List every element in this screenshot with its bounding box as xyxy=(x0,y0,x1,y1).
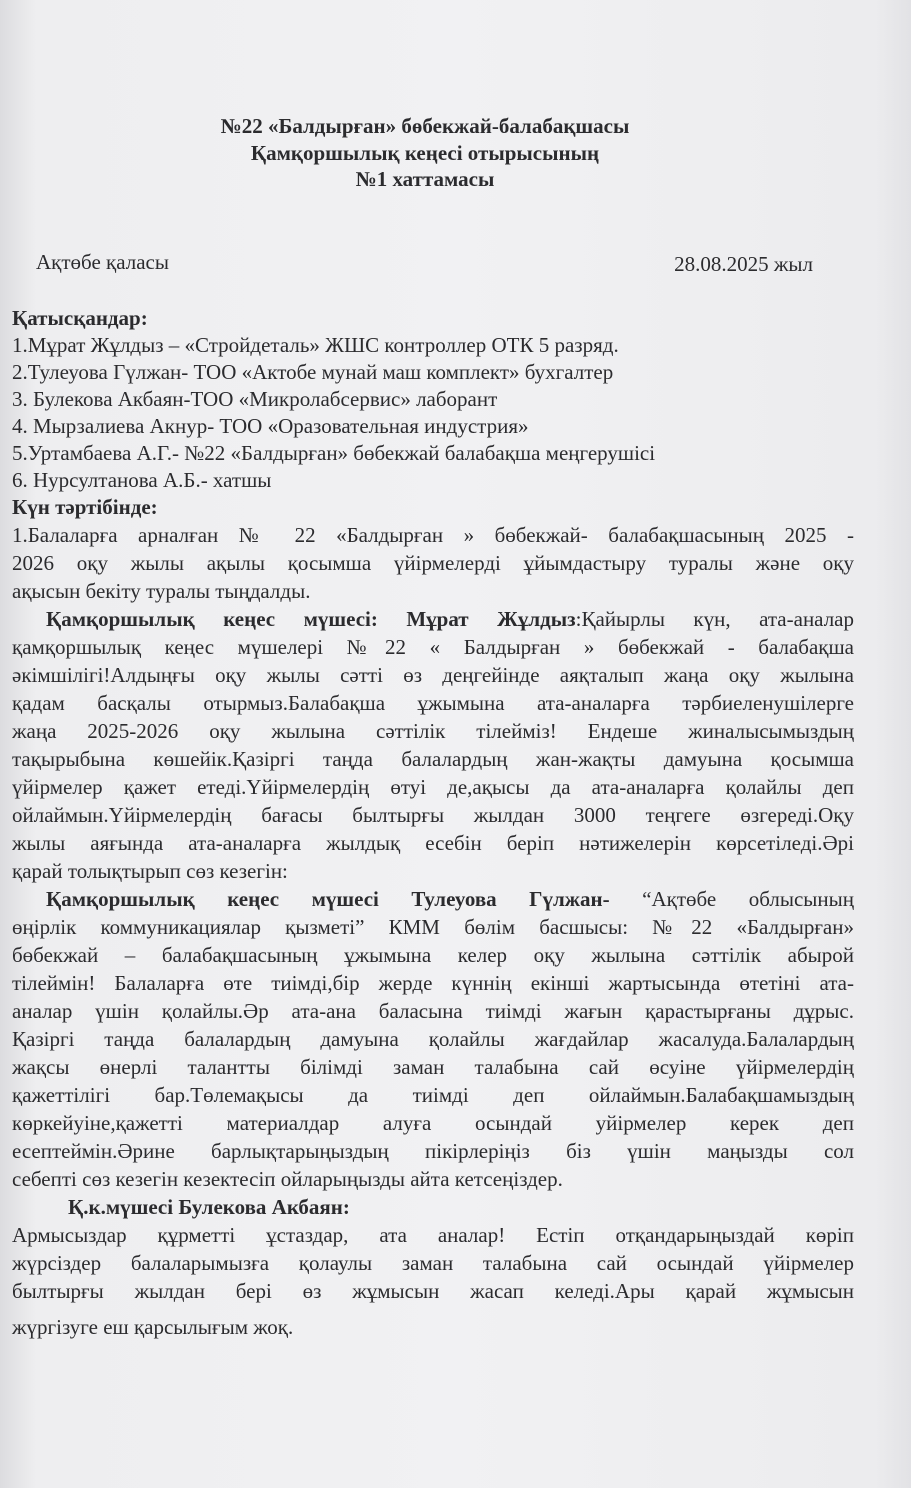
speech-line: жылы аяғында ата-аналарға жылдық есебін беріп нәтижелерін көрсетіледі.Әрі xyxy=(12,831,854,855)
speaker-name: Қамқоршылық кеңес мүшесі: Мұрат Жұлдыз xyxy=(46,607,576,631)
speech-first-line xyxy=(46,886,854,912)
speech-line: есептеймін.Әрине барлықтарыңыздың пікірлеріңіз біз үшін маңызды сол xyxy=(12,1139,854,1163)
speech-line: қамқоршылық кеңес мүшелері №22 « Балдырған » бөбекжай - балабақша xyxy=(12,635,854,659)
participant-item: 4. Мырзалиева Акнур- ТОО «Оразовательная индустрия» xyxy=(12,414,529,438)
speech-line: тақырыбына көшейік.Қазіргі таңда балалардың жан-жақты дамуына қосымша xyxy=(12,747,854,771)
document-title-line-3: №1 хаттамасы xyxy=(355,167,495,191)
speaker-name: Қамқоршылық кеңес мүшесі Тулеуова Гүлжан- xyxy=(46,887,610,911)
speech-line: жүрсіздер балаларымызға қолаулы заман талабына сай осындай үйірмелер xyxy=(12,1251,854,1275)
participant-item: 3. Булекова Акбаян-ТОО «Микролабсервис» лаборант xyxy=(12,387,498,411)
agenda-line: 2026 оқу жылы ақылы қосымша үйірмелерді ұйымдастыру туралы және оқу xyxy=(12,551,854,575)
speech-line: аналар үшін қолайлы.Әр ата-ана баласына тиімді жағын қарастырғаны дұрыс. xyxy=(12,999,854,1023)
speech-line: өңірлік коммуникациялар қызметі” КММ бөлім басшысы: №22 «Балдырған» xyxy=(12,915,854,939)
date: 28.08.2025 жыл xyxy=(674,252,813,276)
agenda-line: ақысын бекіту туралы тыңдалды. xyxy=(12,579,311,603)
speech-line: Қазіргі таңда балалардың дамуына қолайлы жағдайлар жасалуда.Балалардың xyxy=(12,1027,854,1051)
agenda-heading: Күн тәртібінде: xyxy=(12,495,158,519)
speech-line: жүргізуге еш қарсылығым жоқ. xyxy=(12,1315,294,1339)
speech-line: ойлаймын.Үйірмелердің бағасы былтырғы жылдан 3000 теңгеге өзгереді.Оқу xyxy=(12,803,854,827)
speech-line: себепті сөз кезегін кезектесіп ойларыңызды айта кетсеңіздер. xyxy=(12,1167,563,1191)
speech-first-line xyxy=(46,606,854,632)
speech-line: былтырғы жылдан бері өз жұмысын жасап келеді.Ары қарай жұмысын xyxy=(12,1279,854,1303)
speech-line: қарай толықтырып сөз кезегін: xyxy=(12,859,288,883)
speech-line: тілеймін! Балаларға өте тиімді,бір жерде күннің екінші жартысында өтетіні ата- xyxy=(12,971,854,995)
speech-line: әкімшілігі!Алдыңғы оқу жылы сәтті өз деңгейінде аяқталып жаңа оқу жылына xyxy=(12,663,854,687)
speech-line: жаңа 2025-2026 оқу жылына сәттілік тілейміз! Ендеше жиналысымыздың xyxy=(12,719,854,743)
document-title-line-2: Қамқоршылық кеңесі отырысының xyxy=(250,141,600,165)
speech-line: бөбекжай – балабақшасының ұжымына келер оқу жылына сәттілік абырой xyxy=(12,943,854,967)
document-title-line-1: №22 «Балдырған» бөбекжай-балабақшасы xyxy=(220,114,630,138)
speech-line: қадам басқалы отырмыз.Балабақша ұжымына ата-аналарға тәрбиеленушілерге xyxy=(12,691,854,715)
participants-heading: Қатысқандар: xyxy=(12,306,148,330)
speech-line: үйірмелер қажет етеді.Үйірмелердің өтуі де,ақысы да ата-аналарға қолайлы деп xyxy=(12,775,854,799)
participant-item: 2.Тулеуова Гүлжан- ТОО «Актобе мунай маш комплект» бухгалтер xyxy=(12,360,614,384)
location: Ақтөбе қаласы xyxy=(36,250,169,274)
participant-item: 6. Нурсултанова А.Б.- хатшы xyxy=(12,468,272,492)
speech-line: көркейуіне,қажетті материалдар алуға осындай уйірмелер керек деп xyxy=(12,1111,854,1135)
speech-line: қажеттілігі бар.Төлемақысы да тиімді деп ойлаймын.Балабақшамыздың xyxy=(12,1083,854,1107)
speech-text: :Қайырлы күн, ата-аналар xyxy=(575,607,854,631)
participant-item: 1.Мұрат Жұлдыз – «Стройдеталь» ЖШС контроллер ОТК 5 разряд. xyxy=(12,333,619,357)
speech-line: Армысыздар құрметті ұстаздар, ата аналар! Естіп отқандарыңыздай көріп xyxy=(12,1223,854,1247)
agenda-line: 1.Балаларға арналған № 22 «Балдырған » бөбекжай- балабақшасының 2025 - xyxy=(12,523,854,547)
speaker-name: Қ.к.мүшесі Булекова Акбаян: xyxy=(68,1195,350,1219)
speech-text: “Ақтөбе облысының xyxy=(609,887,854,911)
participant-item: 5.Уртамбаева А.Г.- №22 «Балдырған» бөбекжай балабақша меңгерушісі xyxy=(12,441,656,465)
speech-line: жақсы өнерлі талантты білімді заман талабына сай өсуіне үйірмелердің xyxy=(12,1055,854,1079)
